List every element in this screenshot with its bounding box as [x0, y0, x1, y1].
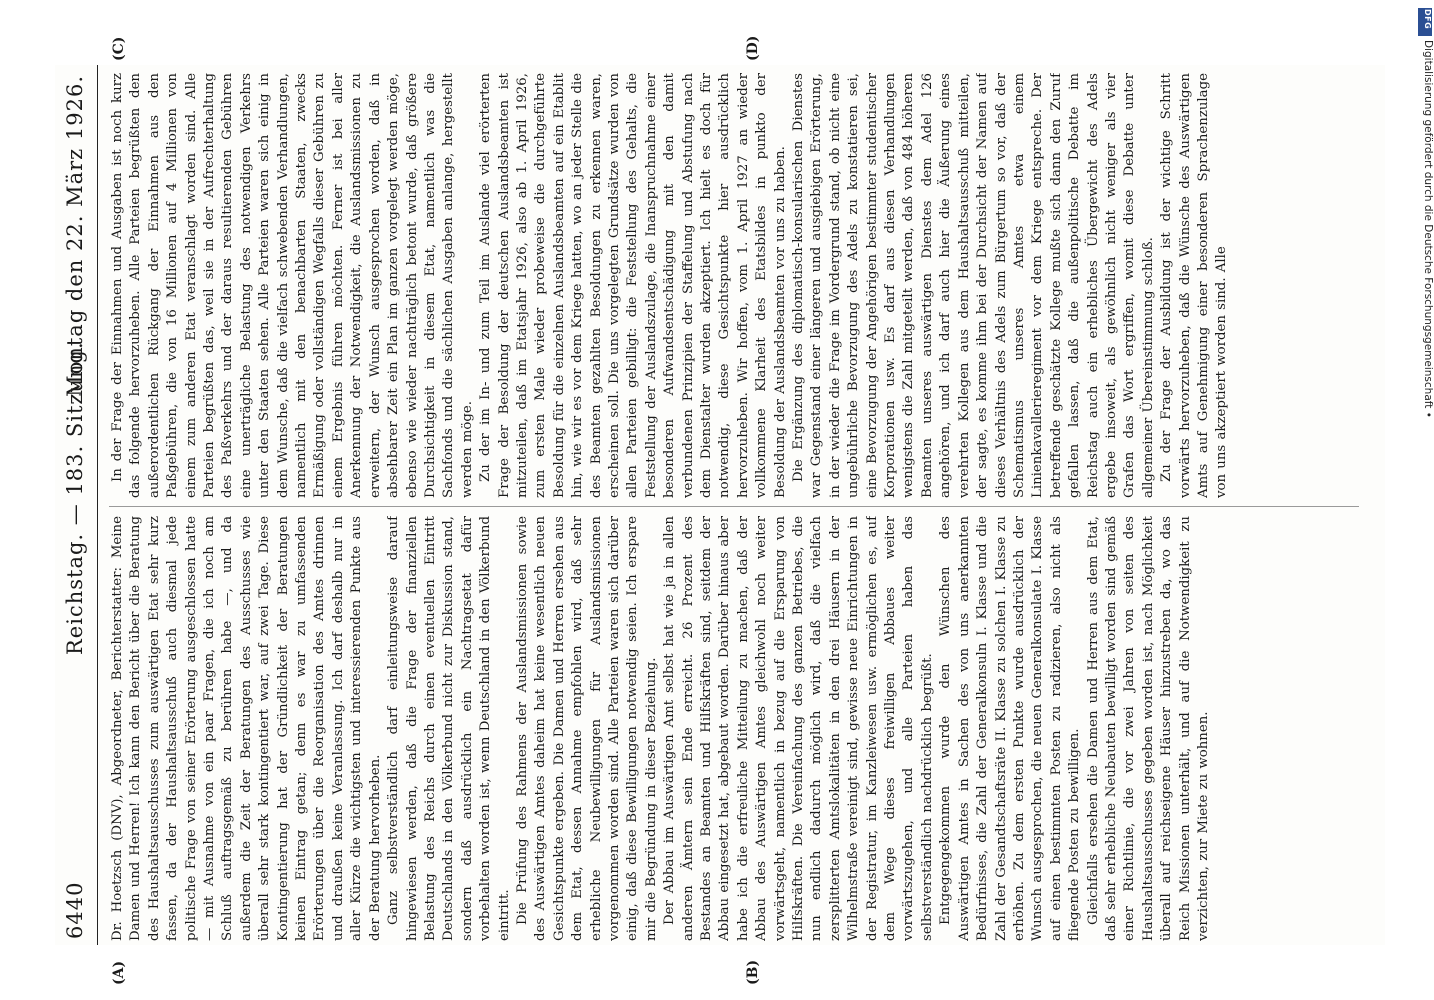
left-column — [109, 516, 1369, 941]
paragraph: Zu der im In- und zum Teil im Auslande viel erörterten Frage der Besoldung der deutschen Auslandsbeamten ist mitzuteilen, daß im Etatsjahr 1926, also ab 1. April 1926, zum ersten Male wieder probeweise die durchgeführte Besoldung für die einzelnen Auslandsbeamten auf ein Etablit hin, wie wir es vor dem Kriege hatten, wo an jeder Stelle die des Beamten gezahlten Besoldungen zu erkennen waren, erscheinen soll. Die uns vorgelegten Grundsätze wurden von allen Parteien gebilligt: die Feststellung des Gehalts, die Feststellung der Auslandszulage, die Inanspruchnahme einer besonderen Aufwandsentschädigung mit den damit verbundenen Prinzipien der Staffelung und Abstufung nach dem Dienstalter wurden akzeptiert. Ich hielt es doch für notwendig, diese Gesichtspunkte hier ausdrücklich hervorzuheben. Wir hoffen, vom 1. April 1927 an wieder vollkommene Klarheit des Etatsbildes in punkto der Besoldung der Auslandsbeamten vor uns zu haben. — [478, 73, 788, 498]
dfg-logo: DFG — [1418, 8, 1432, 36]
page-number: 6440 — [63, 881, 87, 939]
paragraph: Die Prüfung des Rahmens der Auslandsmissionen sowie des Auswärtigen Amtes daheim hat keine wesentlich neuen Gesichtspunkte ergeben. Die Damen und Herren ersehen aus dem Etat, dessen Annahme empfohlen wird, daß sehr erhebliche Neubewilligungen für Auslandsmissionen vorgenommen worden sind. Alle Parteien waren sich darüber einig, daß diese Bewilligungen notwendig seien. Ich erspare mir die Begründung in dieser Beziehung. — [514, 516, 659, 941]
margin-marker-a: (A) — [111, 960, 127, 985]
attribution-text: Digitalisierung gefördert durch die Deutsche Forschungsgemeinschaft • — [1422, 40, 1434, 418]
paragraph: In der Frage der Einnahmen und Ausgaben ist noch kurz das folgende hervorzuheben. Alle Parteien begrüßten den außerordentlichen Rückgang der Einnahmen aus den Paßgebühren, die von 16 Millionen auf 4 Millionen von einem zum anderen Etat veranschlagt worden sind. Alle Parteien begrüßten das, weil sie in der Aufrechterhaltung des Paßverkehrs und der daraus resultierenden Gebühren eine unerträgliche Belastung des notwendigen Verkehrs unter den Staaten sehen. Alle Parteien waren sich einig in dem Wunsche, daß die vielfach schwebenden Verhandlungen, namentlich mit den benachbarten Staaten, zwecks Ermäßigung oder vollständigen Wegfalls dieser Gebühren zu einem Ergebnis führen möchten. Ferner ist bei aller Anerkennung der Notwendigkeit, die Auslandsmissionen zu erweitern, der Wunsch ausgesprochen worden, daß in absehbarer Zeit ein Plan im ganzen vorgelegt werden möge, ebenso wie wieder nachträglich betont wurde, daß größere Durchsichtigkeit in diesem Etat, namentlich was die Sachfonds und die sächlichen Ausgaben anlange, hergestellt werden möge. — [110, 73, 475, 498]
session-title: Reichstag. — 183. Sitzung. — [63, 341, 87, 655]
paragraph: Die Ergänzung des diplomatisch-konsularischen Dienstes war Gegenstand einer längeren und ausgiebigen Erörterung, in der wieder die Frage im Vordergrund stand, ob nicht eine ungebührliche Bevorzugung des Adels zu konstatieren sei, eine Bevorzugung der Angehörigen bestimmter studentischer Korporationen usw. Es darf aus diesen Verhandlungen wenigstens die Zahl mitgeteilt werden, daß von 484 höheren Beamten unseres auswärtigen Dienstes dem Adel 126 angehören, und ich darf auch hier die Äußerung eines verehrten Kollegen aus dem Haushaltsausschuß mitteilen, der sagte, es komme ihm bei der Durchsicht der Namen auf dieses Verhältnis des Adels zum Bürgertum so vor, daß der Schematismus unseres Amtes etwa einem Linienkavallerieregiment vor dem Kriege entspreche. Der betreffende geschätzte Kollege mußte sich dann den Zuruf gefallen lassen, daß die außenpolitische Debatte im Reichstag auch ein erhebliches Übergewicht des Adels ergebe insoweit, als gewöhnlich nicht weniger als vier Grafen das Wort ergriffen, womit diese Debatte unter allgemeiner Übereinstimmung schloß. — [791, 73, 1156, 498]
paragraph: Dr. Hoetzsch (DNV), Abgeordneter, Berichterstatter: Meine Damen und Herren! Ich kann den Bericht über die Beratung des Haushaltsausschusses zum auswärtigen Etat sehr kurz fassen, da der Haushaltsausschuß auch diesmal jede politische Frage von seiner Erörterung ausgeschlossen hatte — mit Ausnahme von ein paar Fragen, die ich noch am Schluß auftragsgemäß zu berühren habe —, und da außerdem die Zeit der Beratungen des Ausschusses wie überall sehr stark kontingentiert war, auf zwei Tage. Diese Kontingentierung hat der Gründlichkeit der Beratungen keinen Eintrag getan; denn es war zu umfassenden Erörterungen über die Reorganisation des Amtes drinnen und draußen keine Veranlassung. Ich darf deshalb nur in aller Kürze die wichtigsten und interessierenden Punkte aus der Beratung hervorheben. — [110, 516, 383, 941]
document-page — [55, 35, 1385, 985]
paragraph: Zu der Frage der Ausbildung ist der wichtige Schritt vorwärts hervorzuheben, daß die Wünsche des Auswärtigen Amts auf Genehmigung einer besonderen Sprachenzulage von uns akzeptiert worden sind. Alle — [1159, 73, 1230, 498]
paragraph: Gleichfalls ersehen die Damen und Herren aus dem Etat, daß sehr erhebliche Neubauten bewilligt worden sind gemäß einer Richtlinie, die vor zwei Jahren von seiten des Haushaltsausschusses gegeben worden ist, nach Möglichkeit überall auf reichseigene Häuser hinzustreben da, wo das Reich Missionen unterhält, und auf die Notwendigkeit zu verzichten, zur Miete zu wohnen. — [1085, 516, 1211, 941]
right-column — [109, 73, 1369, 498]
margin-marker-c: (C) — [111, 36, 127, 61]
column-divider — [109, 506, 1359, 507]
page-header — [55, 65, 98, 945]
paragraph: Der Abbau im Auswärtigen Amt selbst hat wie ja in allen anderen Ämtern sein Ende erreicht. 26 Prozent des Bestandes an Beamten und Hilfskräften sind, seitdem der Abbau eingesetzt hat, abgebaut worden. Darüber hinaus aber habe ich die erfreuliche Mitteilung zu machen, daß der Abbau des Auswärtigen Amtes gleichwohl noch weiter vorwärtsgeht, namentlich in bezug auf die Ersparung von Hilfskräften. Die Vereinfachung des ganzen Betriebes, die nun endlich dadurch möglich wird, daß die vielfach zersplitterten Amtslokalitäten in den drei Häusern in der Wilhelmstraße vereinigt sind, gewisse neue Einrichtungen in der Registratur, im Kanzleiwesen usw. ermöglichen es, auf dem Wege dieses freiwilligen Abbaues weiter vorwärtszugehen, und alle Parteien haben das selbstverständlich nachdrücklich begrüßt. — [662, 516, 935, 941]
session-date: Montag den 22. März 1926. — [63, 75, 87, 397]
margin-marker-b: (B) — [745, 959, 761, 985]
paragraph: Ganz selbstverständlich darf einleitungsweise darauf hingewiesen werden, daß die Frage der finanziellen Belastung des Reichs durch einen eventuellen Eintritt Deutschlands in den Völkerbund nicht zur Diskussion stand, sondern daß ausdrücklich ein Nachtragsetat dafür vorbehalten worden ist, wenn Deutschland in den Völkerbund eintritt. — [386, 516, 512, 941]
margin-marker-d: (D) — [745, 35, 761, 61]
paragraph: Entgegengekommen wurde den Wünschen des Auswärtigen Amtes in Sachen des von uns anerkannten Bedürfnisses, die Zahl der Generalkonsuln I. Klasse und die Zahl der Gesandtschaftsräte II. Klasse zu solchen I. Klasse zu erhöhen. Zu dem ersten Punkte wurde ausdrücklich der Wunsch ausgesprochen, die neuen Generalkonsulate I. Klasse auf einen bestimmten Posten zu radizieren, also nicht als fliegende Posten zu bewilligen. — [938, 516, 1083, 941]
